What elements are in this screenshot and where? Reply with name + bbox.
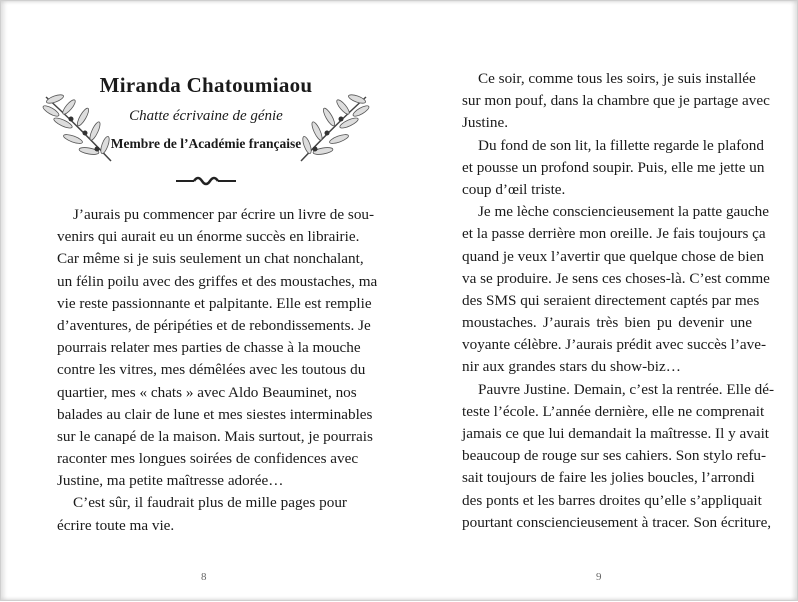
- text-line: moustaches. J’aurais très bien pu devenir une: [462, 314, 752, 332]
- page-number: 9: [596, 571, 602, 583]
- text-line: balades au clair de lune et mes siestes interminables: [57, 405, 373, 423]
- left-page: [1, 1, 400, 602]
- author-subtitle: Chatte écrivaine de génie: [129, 108, 283, 124]
- text-line: contre les vitres, mes démêlées avec les toutous du: [57, 361, 366, 379]
- text-line: vie reste passionnante et palpitante. Elle est remplie: [57, 294, 372, 312]
- text-line: va se produire. Je sens ces choses-là. C’est comme: [462, 269, 770, 287]
- text-line: sait toujours de faire les jolies boucles, l’arrondi: [462, 469, 755, 487]
- text-line: un félin poilu avec des griffes et des moustaches, ma: [57, 272, 378, 290]
- text-line: et pousse un profond soupir. Puis, elle me jette un: [462, 158, 765, 176]
- text-line: Du fond de son lit, la fillette regarde le plafond: [478, 136, 764, 154]
- text-line: Pauvre Justine. Demain, c’est la rentrée. Elle dé-: [478, 380, 775, 398]
- text-line: beaucoup de rouge sur ses cahiers. Son stylo refu-: [462, 447, 767, 465]
- text-line: voyante célèbre. J’aurais prédit avec succès l’ave-: [462, 336, 767, 354]
- olive-branch-left-icon: [41, 89, 121, 169]
- text-line: nir aux grandes stars du show-biz…: [462, 358, 681, 376]
- text-line: coup d’œil triste.: [462, 180, 566, 198]
- text-line: Ce soir, comme tous les soirs, je suis installée: [478, 70, 756, 87]
- text-line: pourrais relater mes parties de chasse à la mouche: [57, 339, 361, 357]
- text-line: et la passe derrière mon oreille. Je fais toujours ça: [462, 225, 766, 243]
- ornament-divider-icon: [174, 174, 238, 188]
- text-line: sur le canapé de la maison. Mais surtout, je pourrais: [57, 427, 373, 445]
- text-line: écrire toute ma vie.: [57, 516, 175, 534]
- text-line: J’aurais pu commencer par écrire un livre de sou-: [73, 206, 375, 223]
- author-name: Miranda Chatoumiaou: [99, 73, 313, 97]
- olive-branch-right-icon: [291, 89, 371, 169]
- text-line: teste l’école. L’année dernière, elle ne comprenait: [462, 402, 765, 420]
- text-line: d’aventures, de péripéties et de rebondissements. Je: [57, 316, 371, 334]
- text-line: quand je veux l’avertir que quelque chose de bien: [462, 247, 764, 265]
- text-line: Je me lèche consciencieusement la patte gauche: [478, 203, 769, 221]
- text-line: pourtant consciencieusement à tracer. Son écriture,: [462, 513, 772, 531]
- text-line: Car même si je suis seulement un chat nonchalant,: [57, 250, 364, 268]
- left-page-text: [57, 204, 378, 537]
- page-number: 8: [201, 571, 207, 583]
- text-line: quartier, mes « chats » avec Aldo Beauminet, nos: [57, 383, 357, 401]
- text-line: Justine, ma petite maîtresse adorée…: [57, 472, 284, 490]
- text-line: jamais ce que lui demandait la maîtresse. Il y avait: [462, 425, 770, 442]
- text-line: venirs qui aurait eu un énorme succès en librairie.: [57, 228, 360, 246]
- right-page-text: [462, 68, 775, 534]
- text-line: C’est sûr, il faudrait plus de mille pages pour: [73, 494, 347, 512]
- right-page: [400, 1, 798, 602]
- text-line: des SMS qui seraient directement captés par mes: [462, 291, 760, 309]
- text-line: sur mon pouf, dans la chambre que je partage avec: [462, 92, 770, 110]
- text-line: raconter mes longues soirées de confidences avec: [57, 450, 359, 468]
- author-membership: Membre de l’Académie française: [110, 136, 302, 151]
- text-line: des ponts et les barres droites qu’elle s’appliquait: [462, 491, 762, 509]
- text-line: Justine.: [462, 114, 508, 132]
- author-header: [41, 71, 371, 201]
